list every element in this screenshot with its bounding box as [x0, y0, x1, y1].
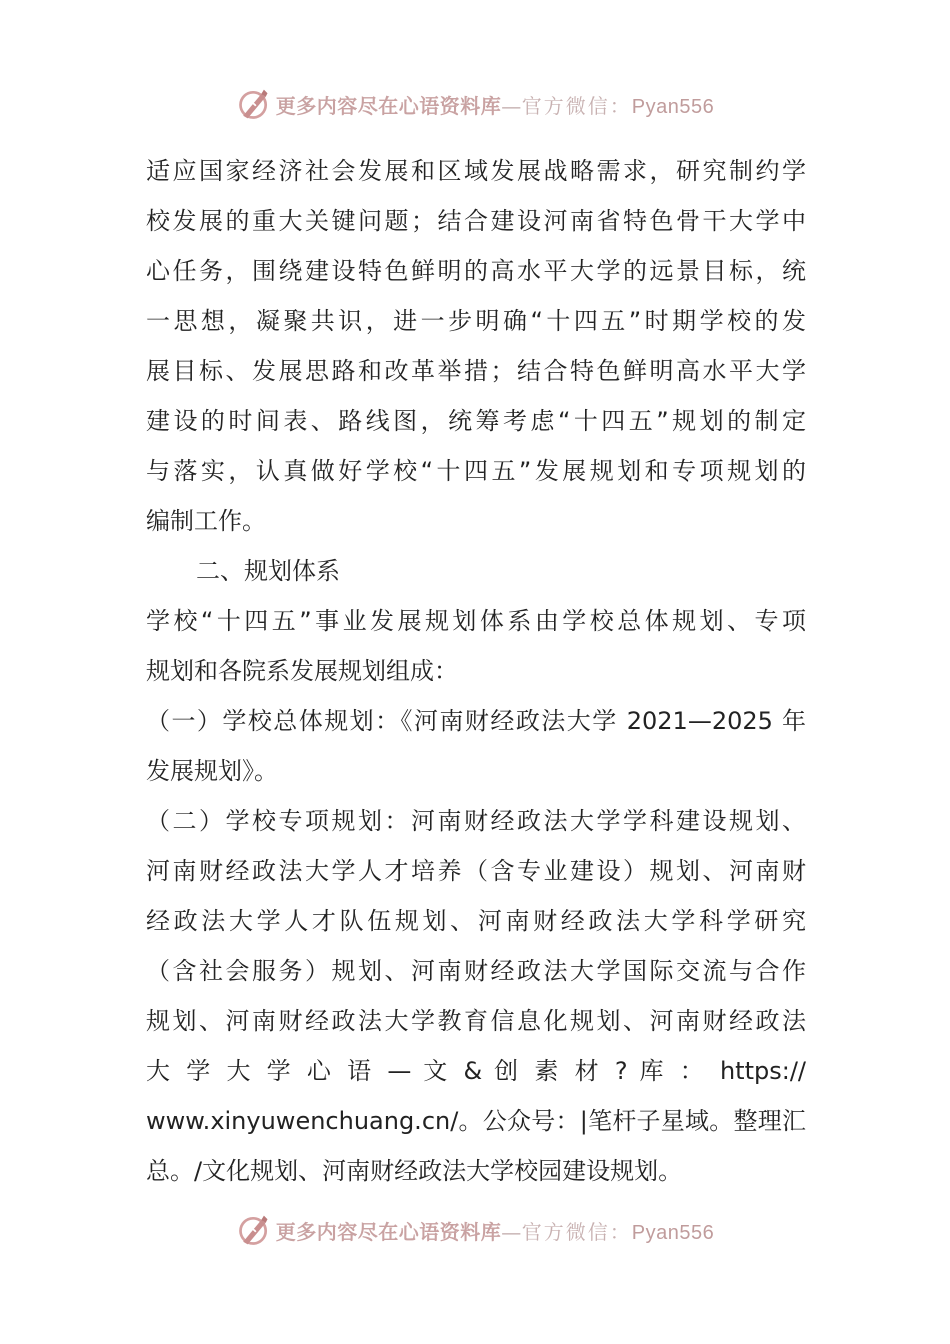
body-line: 总。/文化规划、河南财经政法大学校园建设规划。: [146, 1157, 683, 1185]
banner-title: 更多内容尽在心语资料库: [275, 93, 502, 118]
section-heading: 二、规划体系: [196, 557, 340, 585]
banner-separator: —: [501, 1219, 522, 1244]
body-line: 与落实，认真做好学校“十四五”发展规划和专项规划的: [146, 457, 806, 485]
body-line: 展目标、发展思路和改革举措；结合特色鲜明高水平大学: [146, 357, 806, 385]
body-line: 河南财经政法大学人才培养（含专业建设）规划、河南财: [146, 857, 806, 885]
body-line: 适应国家经济社会发展和区域发展战略需求，研究制约学: [146, 157, 806, 185]
body-line: （含社会服务）规划、河南财经政法大学国际交流与合作: [146, 957, 806, 985]
body-line: （二）学校专项规划：河南财经政法大学学科建设规划、: [146, 807, 806, 835]
banner-separator: —: [501, 93, 522, 118]
footer-banner: [0, 1210, 950, 1250]
body-line: 大 学 大 学 心 语 — 文 & 创 素 材 ? 库 ： https://: [146, 1057, 806, 1085]
header-banner: [0, 84, 950, 124]
body-line: www.xinyuwenchuang.cn/。公众号：|笔杆子星域。整理汇: [146, 1107, 806, 1135]
body-line: 建设的时间表、路线图，统筹考虑“十四五”规划的制定: [146, 407, 806, 435]
body-line: 规划和各院系发展规划组成：: [146, 657, 458, 685]
banner-wechat-id: Pyan556: [631, 1221, 715, 1244]
document-body: [146, 146, 806, 1196]
body-line: 学校“十四五”事业发展规划体系由学校总体规划、专项: [146, 607, 806, 635]
body-line: 发展规划》。: [146, 757, 278, 785]
banner-wechat-label: 官方微信：: [521, 93, 632, 118]
body-line: 经政法大学人才队伍规划、河南财经政法大学科学研究: [146, 907, 806, 935]
body-line: 编制工作。: [146, 507, 266, 535]
body-line: （一）学校总体规划：《河南财经政法大学 2021—2025 年: [146, 707, 806, 735]
body-line: 一思想，凝聚共识，进一步明确“十四五”时期学校的发: [146, 307, 806, 335]
banner-wechat-id: Pyan556: [631, 95, 715, 118]
banner-wechat-label: 官方微信：: [521, 1219, 632, 1244]
body-line: 心任务，围绕建设特色鲜明的高水平大学的远景目标，统: [146, 257, 806, 285]
pen-logo-icon: [236, 1212, 272, 1248]
body-line: 规划、河南财经政法大学教育信息化规划、河南财经政法: [146, 1007, 806, 1035]
body-line: 校发展的重大关键问题；结合建设河南省特色骨干大学中: [146, 207, 806, 235]
pen-logo-icon: [236, 86, 272, 122]
banner-title: 更多内容尽在心语资料库: [275, 1219, 502, 1244]
